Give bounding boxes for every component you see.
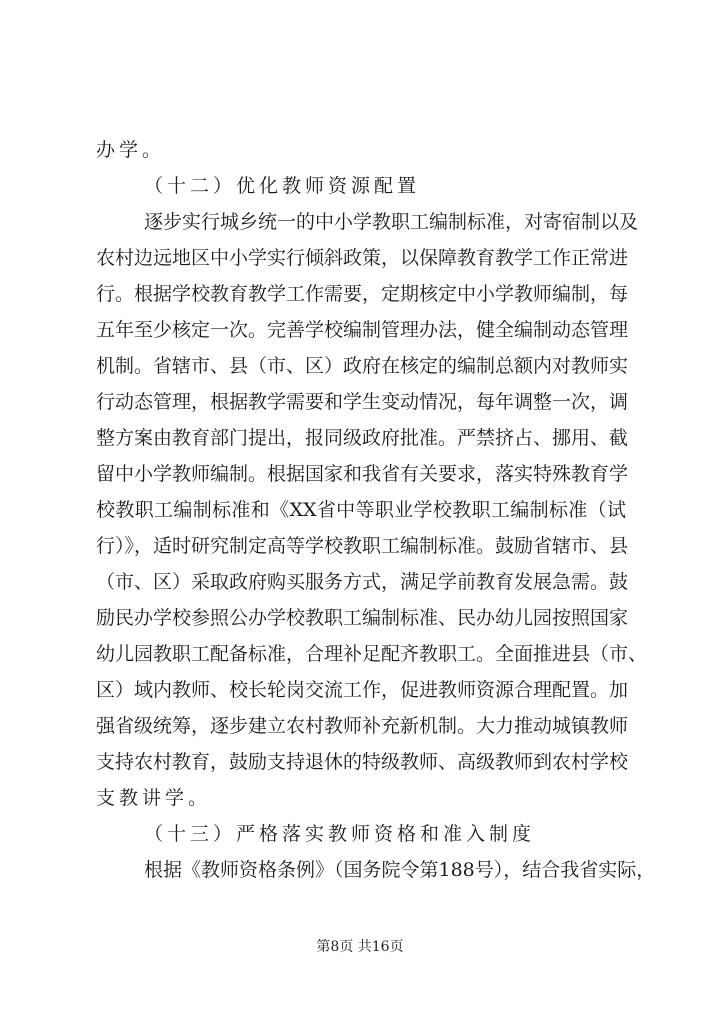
text-line: 强省级统筹，逐步建立农村教师补充新机制。大力推动城镇教师 [96, 715, 629, 737]
text-line: 整方案由教育部门提出，报同级政府批准。严禁挤占、挪用、截 [96, 427, 629, 449]
text-line: 办学。 [96, 139, 166, 161]
text-line: 支持农村教育，鼓励支持退休的特级教师、高级教师到农村学校 [96, 751, 629, 773]
text-line: 区）域内教师、校长轮岗交流工作，促进教师资源合理配置。加 [96, 679, 629, 701]
section-heading: （十三）严格落实教师资格和准入制度 [144, 823, 536, 845]
section-heading: （十二）优化教师资源配置 [144, 175, 421, 197]
text-line: 幼儿园教职工配备标准，合理补足配齐教职工。全面推进县（市、 [96, 643, 648, 665]
text-line: 根据《教师资格条例》（国务院令第188号），结合我省实际， [144, 859, 656, 881]
text-line: 农村边远地区中小学实行倾斜政策，以保障教育教学工作正常进 [96, 247, 629, 269]
text-line: 五年至少核定一次。完善学校编制管理办法，健全编制动态管理 [96, 319, 629, 341]
text-line: 行动态管理，根据教学需要和学生变动情况，每年调整一次，调 [96, 391, 629, 413]
text-line: （市、区）采取政府购买服务方式，满足学前教育发展急需。鼓 [96, 571, 629, 593]
text-line: 励民办学校参照公办学校教职工编制标准、民办幼儿园按照国家 [96, 607, 629, 629]
text-line: 逐步实行城乡统一的中小学教职工编制标准，对寄宿制以及 [144, 211, 639, 233]
page-number-footer: 第8页 共16页 [316, 939, 404, 955]
text-line: 行）》，适时研究制定高等学校教职工编制标准。鼓励省辖市、县 [96, 535, 629, 557]
text-line: 机制。省辖市、县（市、区）政府在核定的编制总额内对教师实 [96, 355, 629, 377]
text-line: 留中小学教师编制。根据国家和我省有关要求，落实特殊教育学 [96, 463, 629, 485]
document-body [96, 132, 656, 888]
text-line: 支教讲学。 [96, 787, 212, 809]
text-line: 校教职工编制标准和《XX省中等职业学校教职工编制标准（试 [96, 499, 626, 521]
text-line: 行。根据学校教育教学工作需要，定期核定中小学教师编制，每 [96, 283, 629, 305]
